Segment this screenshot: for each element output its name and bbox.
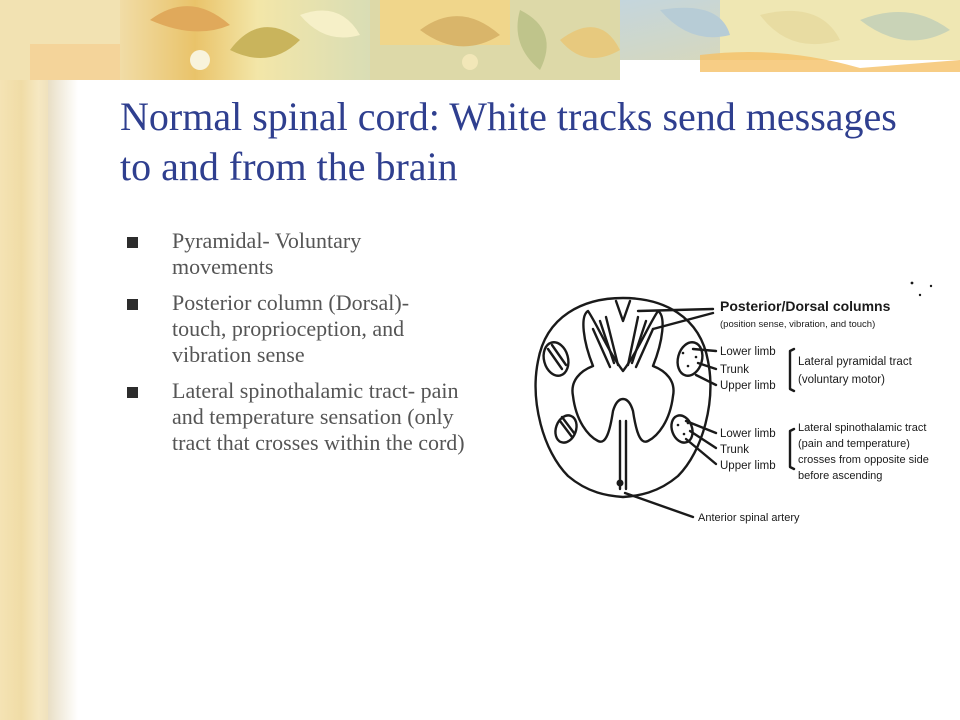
- spino-level-label: Upper limb: [720, 460, 776, 472]
- pyramidal-level-label: Lower limb: [720, 346, 776, 358]
- slide-title: Normal spinal cord: White tracks send messages to and from the brain: [120, 94, 897, 189]
- bullet-text: Lateral spinothalamic tract- pain and temperature sensation (only tract that crosses within the cord): [172, 378, 465, 455]
- pyramidal-tract-label: Lateral pyramidal tract: [798, 356, 912, 368]
- floral-collage-image: [0, 0, 960, 80]
- bracket: [790, 349, 794, 391]
- spinal-cord-cross-section: [488, 271, 960, 560]
- bullet-item: [127, 378, 467, 456]
- pyramidal-level-label: Upper limb: [720, 380, 776, 392]
- spinothalamic-tract-note: crosses from opposite side: [798, 454, 929, 466]
- square-bullet-icon: [127, 237, 138, 248]
- posterior-columns-sublabel: (position sense, vibration, and touch): [720, 319, 876, 330]
- pyramidal-level-label: Trunk: [720, 364, 749, 376]
- pyramidal-tract-sublabel: (voluntary motor): [798, 374, 885, 386]
- spinothalamic-tract-note: before ascending: [798, 470, 883, 482]
- square-bullet-icon: [127, 387, 138, 398]
- parchment-band: [0, 0, 48, 720]
- bullet-item: [127, 290, 467, 368]
- ventral-fissure: [620, 421, 626, 489]
- spino-level-label: Lower limb: [720, 428, 776, 440]
- square-bullet-icon: [127, 299, 138, 310]
- anterior-spinal-artery-label: Anterior spinal artery: [698, 512, 800, 524]
- bullet-text: Pyramidal- Voluntary movements: [172, 228, 362, 279]
- band-shadow: [48, 80, 78, 720]
- bullet-text: Posterior column (Dorsal)- touch, proprioception, and vibration sense: [172, 290, 410, 367]
- spinal-cord-diagram: [488, 271, 960, 560]
- spino-level-label: Trunk: [720, 444, 749, 456]
- spinothalamic-tract-sublabel: (pain and temperature): [798, 438, 910, 450]
- bullet-list: [127, 228, 467, 466]
- posterior-columns-label: Posterior/Dorsal columns: [720, 298, 891, 314]
- leader-line: [686, 421, 716, 464]
- gray-matter: [572, 311, 673, 442]
- bracket: [790, 429, 794, 469]
- spinothalamic-tract-label: Lateral spinothalamic tract: [798, 422, 927, 434]
- leader-line: [693, 349, 716, 385]
- dorsal-septum: [616, 301, 630, 321]
- floral-header-strip: [0, 0, 960, 80]
- bullet-item: [127, 228, 467, 280]
- cord-outline: [536, 298, 711, 497]
- leader-line: [625, 493, 693, 517]
